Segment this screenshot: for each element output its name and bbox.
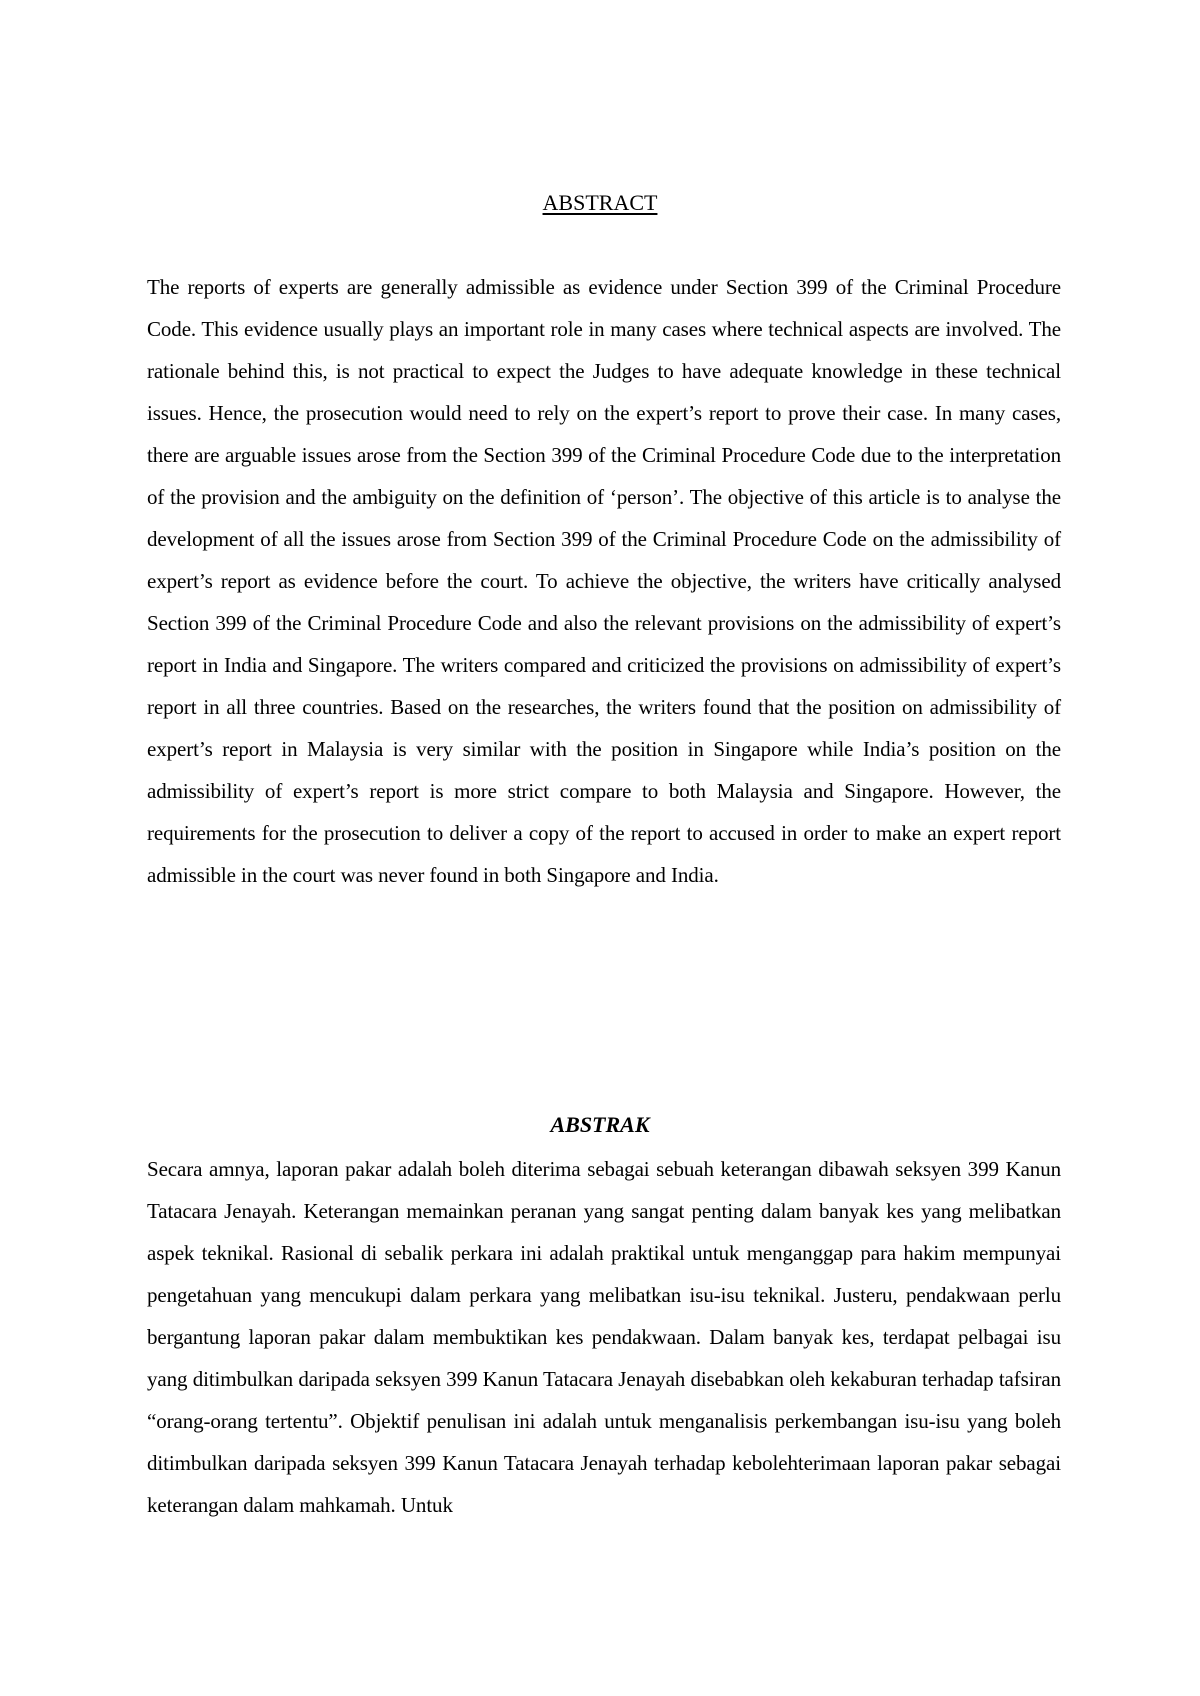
abstract-body: The reports of experts are generally admissible as evidence under Section 399 of the Criminal Procedure Code. This evidence usually plays an important role in many cases where technical aspects are involved. The rationale behind this, is not practical to expect the Judges to have adequate knowledge in these technical issues. Hence, the prosecution would need to rely on the expert’s report to prove their case. In many cases, there are arguable issues arose from the Section 399 of the Criminal Procedure Code due to the interpretation of the provision and the ambiguity on the definition of ‘person’. The objective of this article is to analyse the development of all the issues arose from Section 399 of the Criminal Procedure Code on the admissibility of expert’s report as evidence before the court. To achieve the objective, the writers have critically analysed Section 399 of the Criminal Procedure Code and also the relevant provisions on the admissibility of expert’s report in India and Singapore. The writers compared and criticized the provisions on admissibility of expert’s report in all three countries. Based on the researches, the writers found that the position on admissibility of expert’s report in Malaysia is very similar with the position in Singapore while India’s position on the admissibility of expert’s report is more strict compare to both Malaysia and Singapore. However, the requirements for the prosecution to deliver a copy of the report to accused in order to make an expert report admissible in the court was never found in both Singapore and India. bbox=[147, 275, 1061, 887]
abstrak-heading: ABSTRAK bbox=[550, 1112, 650, 1137]
abstrak-body: Secara amnya, laporan pakar adalah boleh diterima sebagai sebuah keterangan dibawah seksyen 399 Kanun Tatacara Jenayah. Keterangan memainkan peranan yang sangat penting dalam banyak kes yang melibatkan aspek teknikal. Rasional di sebalik perkara ini adalah praktikal untuk menganggap para hakim mempunyai pengetahuan yang mencukupi dalam perkara yang melibatkan isu-isu teknikal. Justeru, pendakwaan perlu bergantung laporan pakar dalam membuktikan kes pendakwaan. Dalam banyak kes, terdapat pelbagai isu yang ditimbulkan daripada seksyen 399 Kanun Tatacara Jenayah disebabkan oleh kekaburan terhadap tafsiran “orang-orang tertentu”. Objektif penulisan ini adalah untuk menganalisis perkembangan isu-isu yang boleh ditimbulkan daripada seksyen 399 Kanun Tatacara Jenayah terhadap kebolehterimaan laporan pakar sebagai keterangan dalam mahkamah. Untuk bbox=[147, 1157, 1061, 1517]
abstract-heading-text: ABSTRACT bbox=[542, 190, 658, 215]
abstract-heading bbox=[0, 190, 1200, 216]
